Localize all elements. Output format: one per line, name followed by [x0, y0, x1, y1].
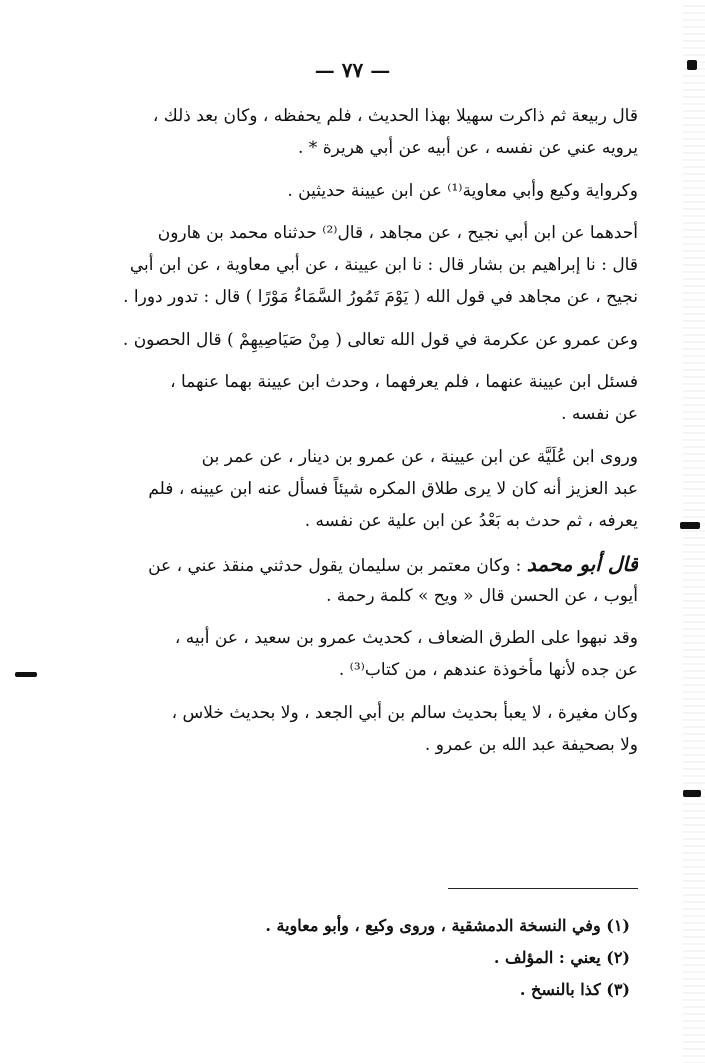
text-line: أحدهما عن ابن أبي نجيح ، عن مجاهد ، قال⁽²⁾ حدثناه محمد بن هارون [157, 222, 638, 243]
text-line-content: وكان معتمر بن سليمان يقول حدثني منقذ عني ، عن [148, 555, 511, 576]
text-line: وقد نبهوا على الطرق الضعاف ، كحديث عمرو بن سعيد ، عن أبيه ، [174, 628, 638, 649]
text-line: وكان مغيرة ، لا يعبأ بحديث سالم بن أبي الجعد ، ولا بحديث خلاس ، [171, 702, 638, 723]
footnote: (٣) كذا بالنسخ . [519, 980, 630, 999]
text-line: أيوب ، عن الحسن قال « ويح » كلمة رحمة . [326, 585, 638, 606]
scan-mark [15, 672, 37, 677]
text-line: نجيح ، عن مجاهد في قول الله ( يَوْمَ تَمُورُ السَّمَاءُ مَوْرًا ) قال : تدور دورا . [123, 287, 638, 308]
text-line: قال ربيعة ثم ذاكرت سهيلا بهذا الحديث ، فلم يحفظه ، وكان بعد ذلك ، [152, 106, 638, 126]
footnotes [200, 910, 630, 1006]
text-line: يعرفه ، ثم حدث به بَعْدُ عن ابن علية عن نفسه . [304, 511, 638, 532]
text-line: قال : نا إبراهيم بن بشار قال : نا ابن عيينة ، عن أبي معاوية ، عن ابن أبي [129, 255, 638, 276]
scan-mark [680, 522, 700, 529]
body-text [112, 100, 638, 761]
footnote-divider [448, 888, 638, 889]
text-line: ولا بصحيفة عبد الله بن عمرو . [424, 735, 638, 756]
text-line: يرويه عني عن نفسه ، عن أبيه عن أبي هريرة * . [298, 138, 638, 159]
text-line: وعن عمرو عن عكرمة في قول الله تعالى ( مِنْ صَيَاصِيهِمْ ) قال الحصون . [122, 329, 638, 350]
footnote: (٢) يعني : المؤلف . [493, 948, 630, 967]
page-number: — ٧٧ — [314, 58, 391, 82]
scan-mark [683, 790, 701, 797]
text-line: عن نفسه . [561, 404, 638, 425]
scan-edge-artifact [683, 0, 705, 1063]
section-heading: قال أبو محمد [526, 551, 638, 576]
text-line: قال أبو محمد : وكان معتمر بن سليمان يقول حدثني منقذ عني ، عن [148, 551, 638, 576]
text-line: وروى ابن عُلَيَّة عن ابن عيينة ، عن عمرو بن دينار ، عن عمر بن [201, 446, 638, 467]
text-line: وكرواية وكيع وأبي معاوية⁽¹⁾ عن ابن عيينة حديثين . [287, 180, 638, 201]
footnote: (١) وفي النسخة الدمشقية ، وروى وكيع ، وأبو معاوية . [265, 916, 630, 935]
text-line: عبد العزيز أنه كان لا يرى طلاق المكره شيئاً فسأل عنه ابن عيينه ، فلم [148, 478, 638, 499]
text-line: فسئل ابن عيينة عنهما ، فلم يعرفهما ، وحدث ابن عيينة بهما عنهما ، [170, 372, 638, 393]
text-line: عن جده لأنها مأخوذة عندهم ، من كتاب⁽³⁾ . [338, 660, 638, 681]
